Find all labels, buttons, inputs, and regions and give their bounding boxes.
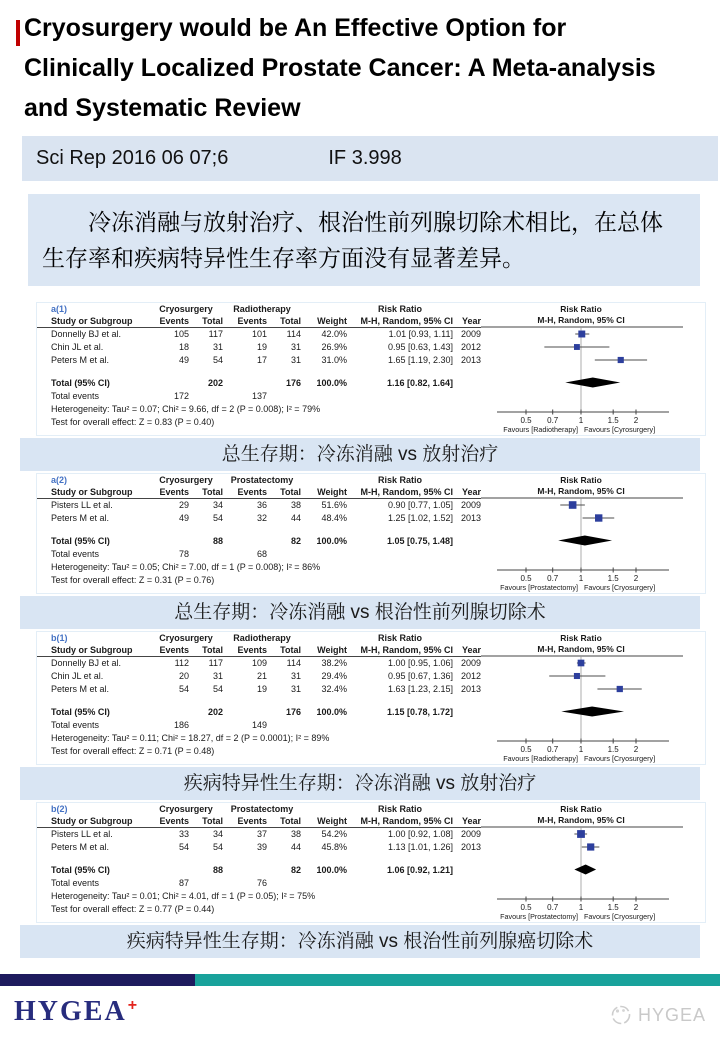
overall-test-row — [37, 745, 481, 758]
tick-label: 1 — [578, 416, 584, 425]
heterogeneity-row — [37, 890, 481, 903]
plot-caption: 总生存期：冷冻消融 vs 放射治疗 — [20, 438, 700, 471]
page-title — [24, 8, 712, 128]
year: 2012 — [460, 671, 481, 681]
overall-test-text: Test for overall effect: Z = 0.77 (P = 0.44) — [51, 904, 215, 914]
forest-plot-b(2) — [36, 802, 706, 923]
column-header: Weight — [317, 316, 347, 326]
total1: 117 — [208, 658, 223, 668]
column-header: Total — [202, 316, 223, 326]
total-label: Total (95% CI) — [51, 865, 110, 875]
effect-square — [577, 830, 585, 838]
tick-label: 0.7 — [547, 416, 559, 425]
total1-sum: 88 — [212, 536, 223, 546]
heterogeneity-text: Heterogeneity: Tau² = 0.01; Chi² = 4.01, df = 1 (P = 0.05); I² = 75% — [51, 891, 316, 901]
total-ci: 1.16 [0.82, 1.64] — [386, 378, 453, 388]
group2-header: Prostatectomy — [230, 475, 294, 485]
total2: 114 — [286, 658, 301, 668]
events2: 19 — [256, 342, 267, 352]
total-row — [37, 377, 481, 390]
overall-test-row — [37, 574, 481, 587]
heterogeneity-text: Heterogeneity: Tau² = 0.05; Chi² = 7.00, df = 1 (P = 0.008); I² = 86% — [51, 562, 321, 572]
spacer-row — [37, 696, 481, 706]
group1-header: Cryosurgery — [159, 633, 213, 643]
forest-plot-a(2) — [36, 473, 706, 594]
hygea-watermark — [610, 1004, 706, 1026]
column-header: Total — [280, 645, 301, 655]
forest-table — [37, 303, 481, 429]
heterogeneity-row — [37, 561, 481, 574]
tick-label: 0.5 — [520, 903, 532, 912]
total-diamond — [574, 865, 596, 875]
tick-label: 1.5 — [607, 903, 619, 912]
study-row — [37, 670, 481, 683]
ci-text: 1.63 [1.23, 2.15] — [387, 684, 453, 694]
summary-line-2: 生存率和疾病特异性生存率方面没有显著差异。 — [42, 245, 525, 271]
total-diamond — [565, 378, 620, 388]
events1: 105 — [173, 329, 189, 339]
events1: 20 — [178, 671, 189, 681]
total2: 44 — [290, 842, 301, 852]
total-events2: 137 — [251, 391, 267, 401]
total2: 31 — [290, 684, 301, 694]
total-events-row — [37, 548, 481, 561]
weight: 42.0% — [321, 329, 347, 339]
study-row — [37, 328, 481, 341]
column-header: Study or Subgroup — [51, 487, 133, 497]
total2-sum: 176 — [285, 378, 301, 388]
group-header-row — [37, 632, 481, 644]
total-events-label: Total events — [51, 391, 100, 401]
study-name: Pisters LL et al. — [51, 500, 113, 510]
total-diamond — [558, 536, 612, 546]
column-header: Events — [237, 816, 267, 826]
events1: 33 — [178, 829, 189, 839]
events2: 19 — [256, 684, 267, 694]
heterogeneity-row — [37, 403, 481, 416]
study-name: Donnelly BJ et al. — [51, 329, 122, 339]
total-events2: 149 — [251, 720, 267, 730]
total2: 38 — [290, 500, 301, 510]
events2: 37 — [256, 829, 267, 839]
year: 2013 — [460, 355, 481, 365]
column-header: Study or Subgroup — [51, 316, 133, 326]
plot-label: b(2) — [51, 804, 68, 814]
tick-label: 1.5 — [607, 745, 619, 754]
journal-reference-bar — [22, 136, 718, 181]
study-row — [37, 828, 481, 841]
total-events-label: Total events — [51, 720, 100, 730]
forest-plot-b(1) — [36, 631, 706, 765]
group1-header: Cryosurgery — [159, 304, 213, 314]
events2: 101 — [251, 329, 267, 339]
column-header: M-H, Random, 95% CI — [360, 645, 453, 655]
events1: 54 — [178, 684, 189, 694]
total2-sum: 176 — [285, 707, 301, 717]
tick-label: 0.7 — [547, 903, 559, 912]
plot-caption: 疾病特异性生存期：冷冻消融 vs 根治性前列腺癌切除术 — [20, 925, 700, 958]
total1-sum: 88 — [212, 865, 223, 875]
total1-sum: 202 — [207, 707, 223, 717]
total-events2: 76 — [256, 878, 267, 888]
overall-test-text: Test for overall effect: Z = 0.71 (P = 0.48) — [51, 746, 215, 756]
total1: 34 — [212, 500, 223, 510]
group-header-row — [37, 303, 481, 315]
study-row — [37, 354, 481, 367]
favours-right-label: Favours [Cryosurgery] — [584, 583, 656, 592]
tick-label: 2 — [633, 416, 639, 425]
title-line-3: and Systematic Review — [24, 94, 301, 122]
total-weight: 100.0% — [316, 865, 347, 875]
column-header: Total — [202, 816, 223, 826]
tick-label: 2 — [633, 745, 639, 754]
total2: 31 — [290, 671, 301, 681]
effect-square — [574, 344, 580, 350]
heterogeneity-text: Heterogeneity: Tau² = 0.11; Chi² = 18.27, df = 2 (P = 0.0001); I² = 89% — [51, 733, 330, 743]
plot-caption: 疾病特异性生存期：冷冻消融 vs 放射治疗 — [20, 767, 700, 800]
group-header-row — [37, 803, 481, 815]
total2: 31 — [290, 342, 301, 352]
ci-text: 1.25 [1.02, 1.52] — [387, 513, 453, 523]
summary-box — [28, 194, 700, 286]
events2: 32 — [256, 513, 267, 523]
favours-right-label: Favours [Cyrosurgery] — [584, 425, 656, 434]
overall-test-text: Test for overall effect: Z = 0.31 (P = 0.76) — [51, 575, 215, 585]
plot-caption: 总生存期：冷冻消融 vs 根治性前列腺切除术 — [20, 596, 700, 629]
effect-square — [618, 357, 624, 363]
plot-subtitle: M-H, Random, 95% CI — [537, 644, 625, 654]
column-header: Study or Subgroup — [51, 816, 133, 826]
weight: 26.9% — [321, 342, 347, 352]
study-row — [37, 683, 481, 696]
total1: 54 — [212, 842, 223, 852]
column-header: Events — [159, 487, 189, 497]
group2-header: Radiotherapy — [233, 633, 291, 643]
risk-ratio-header: Risk Ratio — [377, 633, 422, 643]
study-name: Peters M et al. — [51, 513, 110, 523]
ci-text: 0.95 [0.63, 1.43] — [387, 342, 453, 352]
circle-emblem-icon — [610, 1004, 632, 1026]
total-weight: 100.0% — [316, 536, 347, 546]
tick-label: 0.5 — [520, 416, 532, 425]
total-label: Total (95% CI) — [51, 707, 110, 717]
plot-subtitle: M-H, Random, 95% CI — [537, 486, 625, 496]
tick-label: 2 — [633, 574, 639, 583]
effect-square — [587, 843, 594, 850]
heterogeneity-text: Heterogeneity: Tau² = 0.07; Chi² = 9.66, df = 2 (P = 0.008); I² = 79% — [51, 404, 321, 414]
overall-test-row — [37, 903, 481, 916]
column-header-row — [37, 315, 481, 328]
title-line-1: Cryosurgery would be An Effective Option for — [24, 14, 567, 42]
total-diamond — [561, 707, 624, 717]
red-cross-icon: + — [127, 996, 140, 1014]
total-events-row — [37, 877, 481, 890]
column-header: Year — [461, 816, 481, 826]
column-header: Weight — [317, 645, 347, 655]
events2: 39 — [256, 842, 267, 852]
plot-subtitle: M-H, Random, 95% CI — [537, 315, 625, 325]
tick-label: 2 — [633, 903, 639, 912]
study-row — [37, 512, 481, 525]
events2: 17 — [256, 355, 267, 365]
plot-title: Risk Ratio — [560, 804, 602, 814]
risk-ratio-header: Risk Ratio — [377, 304, 422, 314]
column-header: Events — [237, 487, 267, 497]
spacer-row — [37, 525, 481, 535]
tick-label: 1 — [578, 745, 584, 754]
events1: 29 — [178, 500, 189, 510]
column-header: Year — [461, 645, 481, 655]
total-events1: 172 — [173, 391, 189, 401]
ci-text: 1.01 [0.93, 1.11] — [388, 329, 453, 339]
year: 2009 — [460, 658, 481, 668]
total2: 114 — [286, 329, 301, 339]
forest-table — [37, 803, 481, 916]
tick-label: 1 — [578, 903, 584, 912]
column-header: M-H, Random, 95% CI — [360, 487, 453, 497]
favours-left-label: Favours [Radiotherapy] — [503, 754, 578, 763]
total2: 38 — [290, 829, 301, 839]
study-name: Chin JL et al. — [51, 342, 104, 352]
favours-left-label: Favours [Prostatectomy] — [500, 912, 578, 921]
column-header: Total — [280, 487, 301, 497]
favours-left-label: Favours [Radiotherapy] — [503, 425, 578, 434]
total1: 34 — [212, 829, 223, 839]
forest-plot-graph — [481, 632, 683, 764]
tick-label: 0.7 — [547, 745, 559, 754]
effect-square — [578, 660, 585, 667]
group-header-row — [37, 474, 481, 486]
forest-table — [37, 474, 481, 587]
tick-label: 0.5 — [520, 745, 532, 754]
tick-label: 0.7 — [547, 574, 559, 583]
weight: 45.8% — [321, 842, 347, 852]
year: 2013 — [460, 684, 481, 694]
plot-label: a(2) — [51, 475, 68, 485]
total-events1: 78 — [178, 549, 189, 559]
total-row — [37, 706, 481, 719]
hygea-logo-text: HYGEA — [14, 996, 127, 1027]
group2-header: Radiotherapy — [233, 304, 291, 314]
spacer-row — [37, 854, 481, 864]
total-weight: 100.0% — [316, 378, 347, 388]
study-name: Peters M et al. — [51, 842, 110, 852]
heterogeneity-row — [37, 732, 481, 745]
title-accent-bar — [16, 20, 20, 46]
weight: 51.6% — [321, 500, 347, 510]
year: 2009 — [460, 329, 481, 339]
title-line-2: Clinically Localized Prostate Cancer: A Meta-analysis — [24, 54, 656, 82]
column-header: Events — [159, 816, 189, 826]
plot-label: a(1) — [51, 304, 68, 314]
tick-label: 1.5 — [607, 574, 619, 583]
ci-text: 1.00 [0.92, 1.08] — [387, 829, 453, 839]
effect-square — [574, 673, 580, 679]
study-row — [37, 841, 481, 854]
total-events2: 68 — [256, 549, 267, 559]
year: 2009 — [460, 829, 481, 839]
study-name: Peters M et al. — [51, 355, 110, 365]
forest-plot-graph — [481, 474, 683, 593]
events2: 36 — [256, 500, 267, 510]
study-name: Peters M et al. — [51, 684, 110, 694]
total-events1: 186 — [173, 720, 189, 730]
group1-header: Cryosurgery — [159, 804, 213, 814]
tick-label: 0.5 — [520, 574, 532, 583]
watermark-text: HYGEA — [637, 1004, 706, 1025]
total1: 54 — [212, 684, 223, 694]
footer-bar-navy — [0, 974, 195, 986]
year: 2013 — [460, 842, 481, 852]
total-ci: 1.15 [0.78, 1.72] — [386, 707, 453, 717]
footer-divider-bar — [0, 974, 720, 986]
total-weight: 100.0% — [316, 707, 347, 717]
plot-subtitle: M-H, Random, 95% CI — [537, 815, 625, 825]
weight: 48.4% — [321, 513, 347, 523]
forest-plot-a(1) — [36, 302, 706, 436]
column-header-row — [37, 486, 481, 499]
study-row — [37, 657, 481, 670]
overall-test-text: Test for overall effect: Z = 0.83 (P = 0.40) — [51, 417, 215, 427]
study-name: Chin JL et al. — [51, 671, 104, 681]
column-header: Weight — [317, 487, 347, 497]
forest-plot-graph — [481, 803, 683, 922]
column-header: M-H, Random, 95% CI — [360, 816, 453, 826]
effect-square — [578, 331, 585, 338]
column-header: Year — [461, 316, 481, 326]
plot-title: Risk Ratio — [560, 304, 602, 314]
column-header-row — [37, 815, 481, 828]
total-ci: 1.06 [0.92, 1.21] — [386, 865, 453, 875]
favours-right-label: Favours [Cryosurgery] — [584, 912, 656, 921]
weight: 32.4% — [321, 684, 347, 694]
total-events-label: Total events — [51, 549, 100, 559]
forest-table — [37, 632, 481, 758]
total2-sum: 82 — [290, 536, 301, 546]
ci-text: 0.95 [0.67, 1.36] — [387, 671, 453, 681]
events1: 18 — [178, 342, 189, 352]
total-events-row — [37, 390, 481, 403]
column-header: Study or Subgroup — [51, 645, 133, 655]
plot-title: Risk Ratio — [560, 475, 602, 485]
total-label: Total (95% CI) — [51, 378, 110, 388]
tick-label: 1 — [578, 574, 584, 583]
effect-square — [569, 501, 577, 509]
events2: 21 — [256, 671, 267, 681]
column-header: Total — [202, 645, 223, 655]
weight: 38.2% — [321, 658, 347, 668]
total-label: Total (95% CI) — [51, 536, 110, 546]
hygea-logo — [14, 996, 139, 1028]
group1-header: Cryosurgery — [159, 475, 213, 485]
column-header: Total — [280, 316, 301, 326]
column-header: Events — [237, 645, 267, 655]
risk-ratio-header: Risk Ratio — [377, 804, 422, 814]
column-header: Total — [202, 487, 223, 497]
summary-line-1: 冷冻消融与放射治疗、根治性前列腺切除术相比，在总体 — [88, 209, 663, 235]
total2: 44 — [290, 513, 301, 523]
total1: 54 — [212, 513, 223, 523]
total1-sum: 202 — [207, 378, 223, 388]
favours-left-label: Favours [Prostatectomy] — [500, 583, 578, 592]
total-ci: 1.05 [0.75, 1.48] — [386, 536, 453, 546]
plot-label: b(1) — [51, 633, 68, 643]
year: 2012 — [460, 342, 481, 352]
total2: 31 — [290, 355, 301, 365]
forest-plots-container — [0, 302, 720, 958]
footer-bar-teal — [195, 974, 720, 986]
effect-square — [617, 686, 623, 692]
favours-right-label: Favours [Cryosurgery] — [584, 754, 656, 763]
spacer-row — [37, 367, 481, 377]
ci-text: 1.00 [0.95, 1.06] — [387, 658, 453, 668]
total1: 31 — [212, 671, 223, 681]
column-header: Total — [280, 816, 301, 826]
weight: 31.0% — [321, 355, 347, 365]
events1: 112 — [174, 658, 189, 668]
total1: 31 — [212, 342, 223, 352]
total-row — [37, 864, 481, 877]
events1: 54 — [178, 842, 189, 852]
journal-citation: Sci Rep 2016 06 07;6 — [36, 147, 229, 169]
ci-text: 1.65 [1.19, 2.30] — [387, 355, 453, 365]
year: 2009 — [460, 500, 481, 510]
events1: 49 — [178, 513, 189, 523]
impact-factor: IF 3.998 — [328, 147, 402, 169]
weight: 29.4% — [321, 671, 347, 681]
study-name: Donnelly BJ et al. — [51, 658, 122, 668]
total1: 117 — [208, 329, 223, 339]
events1: 49 — [178, 355, 189, 365]
study-row — [37, 341, 481, 354]
total2-sum: 82 — [290, 865, 301, 875]
total-events-label: Total events — [51, 878, 100, 888]
total1: 54 — [212, 355, 223, 365]
overall-test-row — [37, 416, 481, 429]
column-header: Events — [159, 316, 189, 326]
column-header: Events — [237, 316, 267, 326]
tick-label: 1.5 — [607, 416, 619, 425]
weight: 54.2% — [321, 829, 347, 839]
column-header: Weight — [317, 816, 347, 826]
total-row — [37, 535, 481, 548]
column-header: Events — [159, 645, 189, 655]
study-name: Pisters LL et al. — [51, 829, 113, 839]
ci-text: 1.13 [1.01, 1.26] — [387, 842, 453, 852]
effect-square — [595, 514, 602, 521]
total-events1: 87 — [178, 878, 189, 888]
column-header: Year — [461, 487, 481, 497]
plot-title: Risk Ratio — [560, 633, 602, 643]
study-row — [37, 499, 481, 512]
year: 2013 — [460, 513, 481, 523]
risk-ratio-header: Risk Ratio — [377, 475, 422, 485]
forest-plot-graph — [481, 303, 683, 435]
column-header: M-H, Random, 95% CI — [360, 316, 453, 326]
group2-header: Prostatectomy — [230, 804, 294, 814]
total-events-row — [37, 719, 481, 732]
events2: 109 — [251, 658, 267, 668]
ci-text: 0.90 [0.77, 1.05] — [387, 500, 453, 510]
column-header-row — [37, 644, 481, 657]
